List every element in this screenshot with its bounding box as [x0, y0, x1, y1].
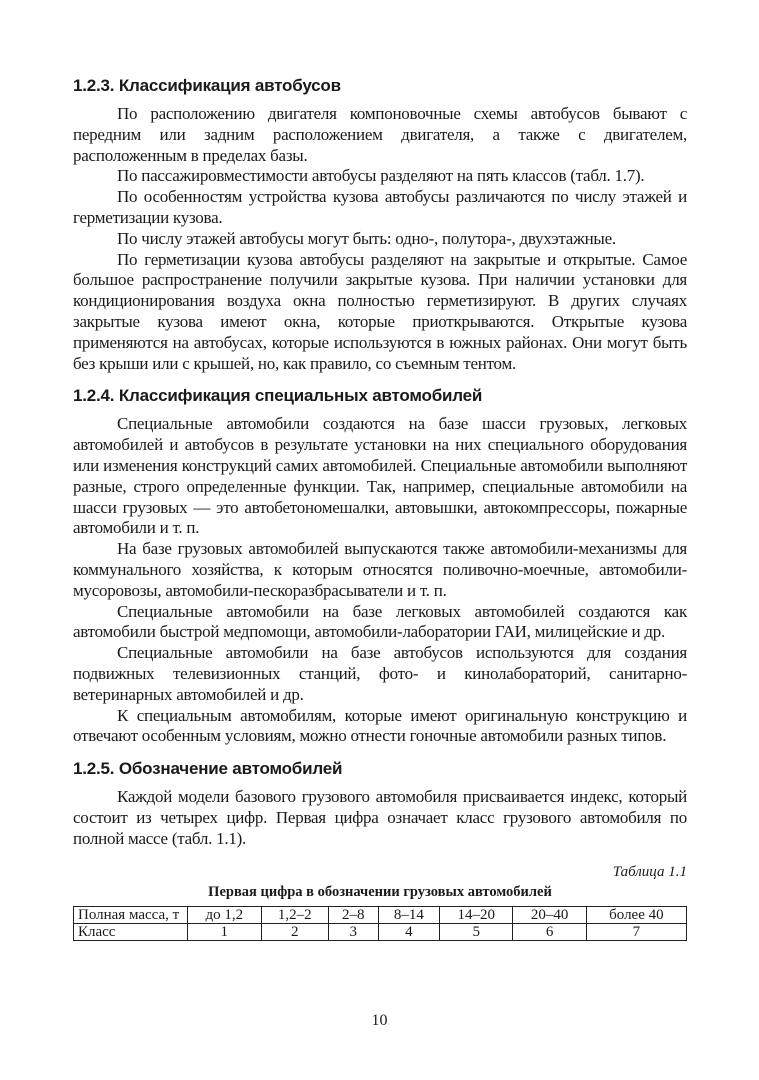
- paragraph: Специальные автомобили на базе легковых автомобилей создаются как автомобили быстрой медпомощи, автомобили-лаборатории ГАИ, милицейские и др.: [73, 601, 687, 642]
- table-row: [74, 923, 687, 940]
- truck-class-table: [73, 906, 687, 941]
- table-cell: более 40: [586, 906, 686, 923]
- section-special-vehicles: [73, 384, 687, 747]
- paragraph: Специальные автомобили создаются на базе шасси грузовых, легковых автомобилей и автобусов в результате установки на них специального оборудования или изменения конструкций самих автомобилей. Специальные автомобили выполняют разные, строго определенные функции. Так, например, специальные автомобили на шасси грузовых — это автобетономешалки, автовышки, автокомпрессоры, пожарные автомобили и т. п.: [73, 414, 687, 538]
- table-cell: 20–40: [513, 906, 586, 923]
- table-cell: 6: [513, 923, 586, 940]
- table-title: Первая цифра в обозначении грузовых автомобилей: [208, 883, 552, 900]
- section-heading: 1.2.4. Классификация специальных автомобилей: [73, 386, 483, 406]
- table-cell: 7: [586, 923, 686, 940]
- paragraph: На базе грузовых автомобилей выпускаются также автомобили-механизмы для коммунального хозяйства, к которым относятся поливочно-моечные, автомобили-мусоровозы, автомобили-пескоразбрасыватели и т. п.: [73, 539, 687, 600]
- table-cell: до 1,2: [188, 906, 262, 923]
- table-caption: Таблица 1.1: [612, 863, 687, 880]
- table-cell: 2: [261, 923, 328, 940]
- row-header-cell: Класс: [74, 923, 188, 940]
- paragraph: К специальным автомобилям, которые имеют оригинальную конструкцию и отвечают особенным условиям, можно отнести гоночные автомобили разных типов.: [73, 705, 687, 746]
- table-cell: 14–20: [440, 906, 513, 923]
- table-cell: 3: [328, 923, 378, 940]
- paragraph: По особенностям устройства кузова автобусы различаются по числу этажей и герметизации кузова.: [73, 187, 687, 227]
- table-cell: 5: [440, 923, 513, 940]
- page-content: [73, 74, 687, 941]
- paragraph: По числу этажей автобусы могут быть: одно-, полутора-, двухэтажные.: [117, 228, 616, 248]
- page-number: 10: [371, 1012, 388, 1029]
- table-cell: 2–8: [328, 906, 378, 923]
- table-cell: 8–14: [378, 906, 440, 923]
- table-row: [74, 906, 687, 923]
- row-header-cell: Полная масса, т: [74, 906, 188, 923]
- paragraph: По герметизации кузова автобусы разделяют на закрытые и открытые. Самое большое распространение получили закрытые кузова. При наличии установки для кондиционирования воздуха окна полностью герметизируют. В других случаях закрытые кузова имеют окна, которые приоткрываются. Открытые кузова применяются на автобусах, которые используются в южных районах. Они могут быть без крыши или с крышей, но, как правило, со съемным тентом.: [73, 249, 687, 373]
- table-cell: 1,2–2: [261, 906, 328, 923]
- section-bus-classification: [73, 74, 687, 374]
- paragraph: По пассажировместимости автобусы разделяют на пять классов (табл. 1.7).: [117, 166, 645, 186]
- section-vehicle-designation: [73, 757, 687, 849]
- paragraph: По расположению двигателя компоновочные схемы автобусов бывают с передним или задним расположением двигателя, а также с двигателем, расположенным в пределах базы.: [73, 104, 687, 165]
- section-heading: 1.2.5. Обозначение автомобилей: [73, 759, 343, 779]
- table-cell: 1: [188, 923, 262, 940]
- section-heading: 1.2.3. Классификация автобусов: [73, 76, 341, 95]
- table-cell: 4: [378, 923, 440, 940]
- paragraph: Каждой модели базового грузового автомобиля присваивается индекс, который состоит из четырех цифр. Первая цифра означает класс грузового автомобиля по полной массе (табл. 1.1).: [73, 787, 687, 848]
- paragraph: Специальные автомобили на базе автобусов используются для создания подвижных телевизионных станций, фото- и кинолабораторий, санитарно-ветеринарных автомобилей и др.: [73, 643, 687, 704]
